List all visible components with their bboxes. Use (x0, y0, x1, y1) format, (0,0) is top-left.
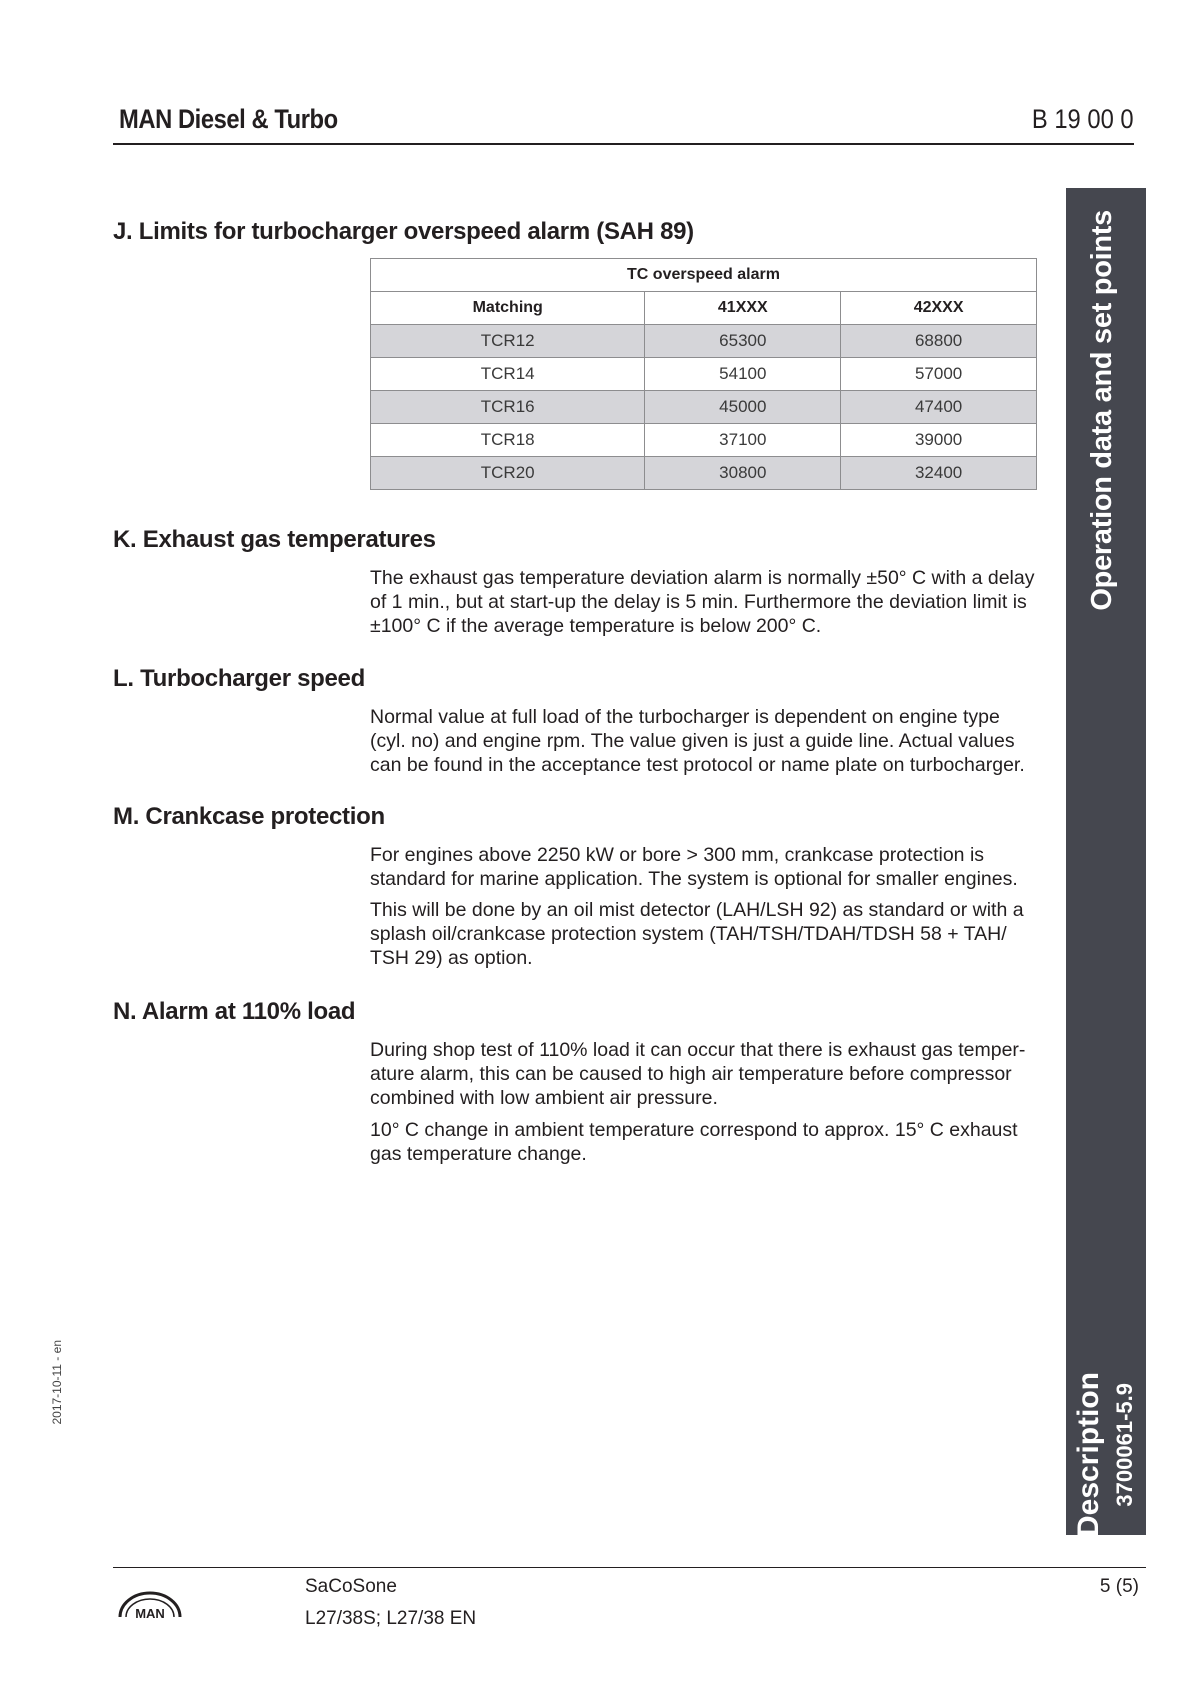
table-cell: TCR14 (371, 358, 645, 391)
table-cell: 37100 (645, 424, 841, 457)
table-cell: TCR16 (371, 391, 645, 424)
logo-text: MAN (135, 1606, 165, 1621)
table-row (371, 358, 1037, 391)
paragraph-m1: For engines above 2250 kW or bore > 300 mm, crankcase protection is standard for marine application. The system is optional for smaller engines. (370, 844, 1018, 890)
table-row (371, 391, 1037, 424)
table-cell: TCR18 (371, 424, 645, 457)
margin-date: 2017-10-11 - en (50, 1340, 64, 1425)
overspeed-table (370, 258, 1037, 490)
page-number: 5 (5) (1099, 1576, 1139, 1597)
table-cell: 47400 (841, 391, 1037, 424)
paragraph-l: Normal value at full load of the turbocharger is dependent on engine type (cyl. no) and engine rpm. The value given is just a guide line. Actual values can be found in the acceptance test protocol or name plate on turbocharger. (370, 706, 1025, 776)
paragraph-n1: During shop test of 110% load it can occur that there is exhaust gas temper- ature alarm, this can be caused to high air temperature before compressor combined with low ambient air pressure. (370, 1039, 1026, 1109)
heading-m: M. Crankcase protection (113, 803, 385, 830)
table-header: 41XXX (645, 292, 841, 325)
heading-j: J. Limits for turbocharger overspeed alarm (SAH 89) (113, 218, 694, 245)
sidebar-doc-number: 3700061-5.9 (1112, 1383, 1137, 1507)
table-cell: 39000 (841, 424, 1037, 457)
table-row (371, 424, 1037, 457)
table-cell: 54100 (645, 358, 841, 391)
table-header: Matching (371, 292, 645, 325)
paragraph-n2: 10° C change in ambient temperature correspond to approx. 15° C exhaust gas temperature change. (370, 1119, 1018, 1165)
company-name: MAN Diesel & Turbo (119, 104, 338, 134)
footer-engine: L27/38S; L27/38 EN (305, 1608, 477, 1629)
heading-l: L. Turbocharger speed (113, 665, 365, 692)
table-cell: 57000 (841, 358, 1037, 391)
table-cell: TCR20 (371, 457, 645, 490)
table-cell: 30800 (645, 457, 841, 490)
table-cell: 45000 (645, 391, 841, 424)
sidebar-category: Description (1072, 1372, 1105, 1538)
paragraph-m2: This will be done by an oil mist detector (LAH/LSH 92) as standard or with a splash oil/crankcase protection system (TAH/TSH/TDAH/TDSH 58 + TAH/ TSH 29) as option. (370, 899, 1024, 969)
man-logo (118, 1587, 182, 1621)
table-header: 42XXX (841, 292, 1037, 325)
header-rule (113, 143, 1134, 145)
heading-n: N. Alarm at 110% load (113, 998, 356, 1025)
footer-product: SaCoSone (305, 1576, 397, 1597)
table-row (371, 325, 1037, 358)
table-caption: TC overspeed alarm (371, 259, 1037, 292)
table-cell: 32400 (841, 457, 1037, 490)
table-row (371, 457, 1037, 490)
table-cell: 65300 (645, 325, 841, 358)
table-cell: 68800 (841, 325, 1037, 358)
heading-k: K. Exhaust gas temperatures (113, 526, 436, 553)
paragraph-k: The exhaust gas temperature deviation alarm is normally ±50° C with a delay of 1 min., but at start-up the delay is 5 min. Furthermore the deviation limit is ±100° C if the average temperature is below 200° C. (370, 567, 1035, 637)
footer-rule (113, 1567, 1146, 1568)
sidebar-section-title: Operation data and set points (1086, 210, 1118, 611)
document-code: B 19 00 0 (1032, 104, 1134, 134)
table-cell: TCR12 (371, 325, 645, 358)
